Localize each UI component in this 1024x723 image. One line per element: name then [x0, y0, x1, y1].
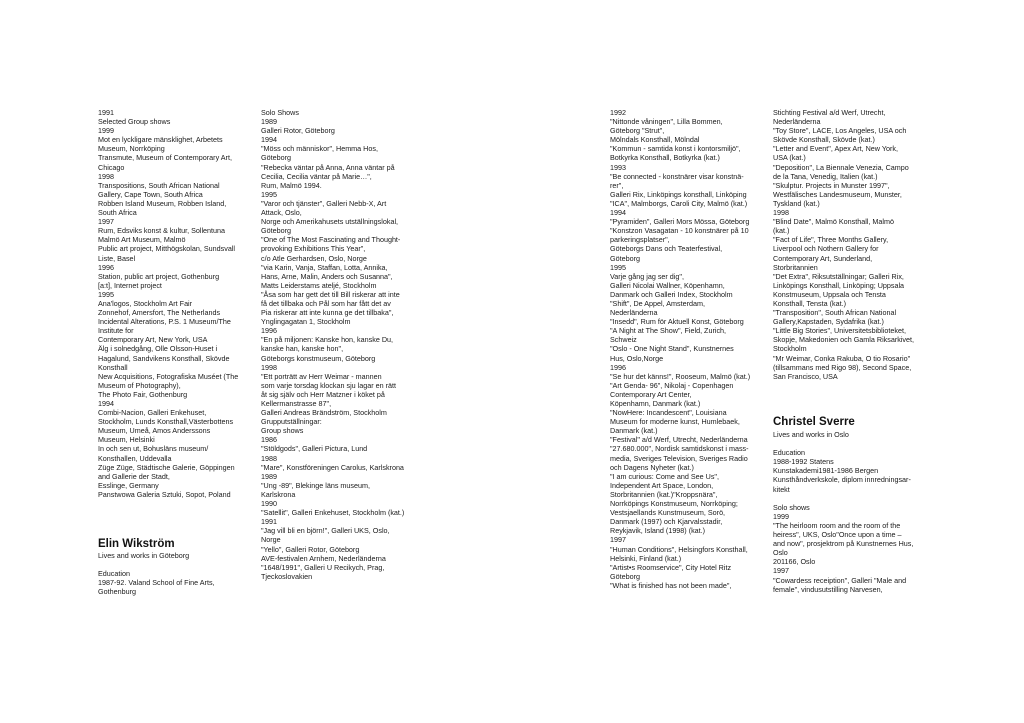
text-line: Norge och Amerikahusets utställningslokal,	[261, 217, 399, 227]
text-line: Transpositions, South African National	[98, 180, 220, 190]
text-line: Westfälisches Landesmuseum, Munster,	[773, 189, 902, 199]
column-1-exhibitions	[98, 108, 252, 499]
text-line: Nederländerna	[610, 308, 658, 318]
text-line: "Human Conditions", Helsingfors Konsthall,	[610, 544, 748, 554]
text-line: "Jag vill bli en björn!", Galleri UKS, Oslo,	[261, 526, 390, 536]
text-line: "Toy Store", LACE, Los Angeles, USA och	[773, 126, 907, 136]
text-line: Stockholm	[773, 344, 807, 354]
artist-name-elin-wikstrom: Elin Wikström	[98, 538, 175, 550]
text-line: "Blind Date", Malmö Konsthall, Malmö	[773, 217, 894, 227]
text-line: "NowHere: Incandescent", Louisiana	[610, 408, 727, 418]
text-line: som varje torsdag klockan sju lagar en rätt	[261, 380, 397, 390]
text-line: Tyskland (kat.)	[773, 198, 820, 208]
text-line: Pia riskerar att inte kunna ge det tillbaka",	[261, 308, 394, 318]
text-line: "Shift", De Appel, Amsterdam,	[610, 298, 705, 308]
text-line: "Kommun - samtida konst i kontorsmiljö",	[610, 144, 741, 154]
text-line: 1997	[773, 566, 789, 576]
text-line: Göteborg "Strut",	[610, 126, 665, 136]
text-line: få det tillbaka och Pål som har fått det av	[261, 298, 391, 308]
text-line: "Art Genda- 96", Nikolaj - Copenhagen	[610, 380, 734, 390]
text-line: 1996	[98, 262, 114, 272]
text-line: 1989	[261, 117, 277, 127]
text-line: 1998	[98, 171, 114, 181]
text-line: kitekt	[773, 484, 790, 494]
text-line: Göteborgs konstmuseum, Göteborg	[261, 353, 376, 363]
text-line: New Acquisitions, Fotografiska Muséet (The	[98, 371, 239, 381]
text-line: "Åsa som har gett det till Bill riskerar att inte	[261, 289, 400, 299]
text-line: Storbritannien (kat.)"Kroppsnära",	[610, 489, 718, 499]
text-line: och Dagens Nyheter (kat.)	[610, 462, 694, 472]
text-line: 1986	[261, 435, 277, 445]
text-line: The Photo Fair, Gothenburg	[98, 389, 188, 399]
text-line: AVE-festivalen Arnhem, Nederländerna	[261, 553, 386, 563]
text-line: 1998	[261, 362, 277, 372]
text-line: Museum, Norrköping	[98, 144, 165, 154]
text-line: Galleri Andreas Brändström, Stockholm	[261, 408, 387, 418]
text-line: rer",	[610, 180, 624, 190]
text-line: Education	[98, 569, 130, 579]
text-line: "Ung -89", Blekinge läns museum,	[261, 480, 370, 490]
text-line: 1994	[261, 135, 277, 145]
text-line: 1995	[98, 289, 114, 299]
text-line: "Skulptur. Projects in Munster 1997",	[773, 180, 890, 190]
text-line: Züge Züge, Städtische Galerie, Göppingen	[98, 462, 235, 472]
text-line: San Francisco, USA	[773, 371, 838, 381]
text-line: Esslinge, Germany	[98, 480, 159, 490]
text-line: åt sig själv och Herr Matzner i köket på	[261, 389, 385, 399]
text-line: 1998	[773, 208, 789, 218]
text-line: Köpenhamn, Danmark (kat.)	[610, 399, 701, 408]
text-line: Storbritannien	[773, 262, 818, 272]
text-line: "via Karin, Vanja, Staffan, Lotta, Annika,	[261, 262, 388, 272]
text-line: Tjeckoslovakien	[261, 571, 313, 581]
text-line: "Festival" a/d Werf, Utrecht, Nederländerna	[610, 435, 748, 445]
text-line: Älg i solnedgång, Olle Olsson-Huset i	[98, 344, 218, 354]
artist-1-details	[98, 551, 215, 596]
text-line: "Möss och människor", Hemma Hos,	[261, 144, 378, 154]
text-line: "Transposition", South African National	[773, 308, 897, 318]
text-line: "One of The Most Fascinating and Thought-	[261, 235, 401, 245]
text-line: Norge	[261, 535, 281, 545]
text-line: "Oslo - One Night Stand", Kunstnernes	[610, 344, 734, 354]
text-line: Panstwowa Galeria Sztuki, Sopot, Poland	[98, 489, 231, 499]
text-line: and now", prosjektrom på Kunstnernes Hus,	[773, 539, 914, 549]
text-line: Hus, Oslo,Norge	[610, 353, 664, 363]
text-line: Göteborgs Dans och Teaterfestival,	[610, 244, 723, 254]
text-line: Transmute, Museum of Contemporary Art,	[98, 153, 232, 163]
text-line: "Fact of Life", Three Months Gallery,	[773, 235, 889, 245]
text-line: Gothenburg	[98, 587, 136, 597]
text-line: 1987-92. Valand School of Fine Arts,	[98, 578, 215, 588]
text-line: "Pyramiden", Galleri Mors Mössa, Göteborg	[610, 217, 750, 227]
text-line: Stockholm, Lunds Konsthall,Västerbottens	[98, 417, 234, 427]
text-line: Station, public art project, Gothenburg	[98, 271, 220, 281]
text-line: c/o Atle Gerhardsen, Oslo, Norge	[261, 253, 367, 263]
text-line: 1991	[98, 108, 114, 117]
text-line: 1988	[261, 453, 277, 463]
text-line: Mölndals Konsthall, Mölndal	[610, 135, 700, 145]
text-line: [a:t], Internet project	[98, 280, 162, 290]
text-line: Galleri Rix, Linköpings konsthall, Linköping	[610, 189, 747, 199]
text-line: 1988-1992 Statens	[773, 457, 834, 467]
text-line: USA (kat.)	[773, 153, 806, 163]
text-line: "Nittonde våningen", Lilla Bommen,	[610, 117, 723, 127]
text-line: Danmark (kat.)	[610, 426, 658, 436]
text-line: "Be connected - konstnärer visar konstnä-	[610, 171, 744, 181]
text-line: "Satellit", Galleri Enkehuset, Stockholm (kat.)	[261, 508, 405, 518]
text-line: Hans, Arne, Malin, Anders och Susanna",	[261, 271, 393, 281]
text-line: Karlskrona	[261, 489, 296, 499]
text-line: Helsinki, Finland (kat.)	[610, 553, 682, 563]
text-line: Solo shows	[773, 502, 810, 512]
text-line: "1648/1991", Galleri U Recikych, Prag,	[261, 562, 385, 572]
text-line: (kat.)	[773, 226, 790, 236]
text-line: Selected Group shows	[98, 117, 171, 127]
text-line: Institute for	[98, 326, 134, 336]
text-line: de la Tana, Venedig, Italien (kat.)	[773, 171, 878, 181]
artist-2-details	[773, 430, 913, 594]
artist-name-christel-sverre: Christel Sverre	[773, 416, 855, 428]
text-line: 1996	[610, 362, 626, 372]
text-line: Cecilia, Cecilia väntar på Marie…",	[261, 171, 372, 181]
text-line: Gallery, Cape Town, South Africa	[98, 189, 203, 199]
text-line: Ynglingagatan 1, Stockholm	[261, 317, 351, 327]
text-line: Independent Art Space, London,	[610, 480, 714, 490]
text-line: Kunsthåndverkskole, diplom innredningsar-	[773, 475, 911, 485]
text-line: Museum of Photography),	[98, 380, 181, 390]
text-line: heiress", UKS, Oslo"Once upon a time –	[773, 530, 902, 540]
text-line: "Insedd", Rum för Aktuell Konst, Göteborg	[610, 317, 744, 327]
text-line: 1989	[261, 471, 277, 481]
text-line: media, Sveriges Television, Sveriges Radio	[610, 453, 748, 463]
text-line: (tillsammans med Rigo 98), Second Space,	[773, 362, 912, 372]
text-line: Danmark och Galleri Index, Stockholm	[610, 289, 733, 299]
text-line: "Konstzon Vasagatan - 10 konstnärer på 10	[610, 226, 749, 236]
text-line: Göteborg	[261, 226, 291, 236]
text-line: 1993	[610, 162, 626, 172]
text-line: Incidental Alterations, P.S. 1 Museum/The	[98, 317, 231, 327]
text-line: "A Night at The Show", Field, Zurich,	[610, 326, 727, 336]
text-line: 1996	[261, 326, 277, 336]
text-line: Lives and works in Göteborg	[98, 551, 190, 560]
text-line: "Yello", Galleri Rotor, Göteborg	[261, 544, 360, 554]
text-line: Attack, Oslo,	[261, 208, 302, 218]
text-line: Varje gång jag ser dig",	[610, 271, 684, 281]
column-3-exhibitions	[610, 108, 768, 590]
text-line: Contemporary Art, New York, USA	[98, 335, 208, 345]
text-line: Solo Shows	[261, 108, 299, 117]
text-line: Göteborg	[610, 571, 640, 581]
text-line: Nederländerna	[773, 117, 821, 127]
text-line: "Little Big Stories", Universitetsbiblioteket,	[773, 326, 906, 336]
text-line: 1994	[98, 399, 114, 408]
text-line: Hagalund, Sandvikens Konsthall, Skövde	[98, 353, 230, 363]
text-line: "Mare", Konstföreningen Carolus, Karlskrona	[261, 462, 404, 472]
text-line: "Rebecka väntar på Anna, Anna väntar på	[261, 162, 395, 172]
text-line: "Ett porträtt av Herr Weimar - mannen	[261, 371, 382, 381]
text-line: Chicago	[98, 162, 125, 172]
text-line: Galleri Nicolai Wallner, Köpenhamn,	[610, 280, 725, 290]
text-line	[773, 439, 913, 448]
text-line: Norrköpings Konstmuseum, Norrköping;	[610, 499, 738, 509]
text-line: 1995	[261, 189, 277, 199]
text-line: Vestsjaellands Kunstmuseum, Sorö,	[610, 508, 726, 518]
text-line: "Mr Weimar, Conka Rakuba, O tio Rosario"	[773, 353, 911, 363]
text-line: Galleri Rotor, Göteborg	[261, 126, 335, 136]
text-line	[773, 494, 913, 503]
text-line: Linköpings Konsthall, Linköping; Uppsala	[773, 280, 905, 290]
text-line: Reykjavik, Island (1998) (kat.)	[610, 526, 706, 536]
text-line: Grupputställningar:	[261, 417, 322, 427]
text-line: Malmö Art Museum, Malmö	[98, 235, 186, 245]
text-line	[98, 560, 215, 569]
text-line: 1997	[610, 535, 626, 545]
text-line: Liverpool och Nothern Gallery for	[773, 244, 879, 254]
text-line: 1999	[98, 126, 114, 136]
text-line: and Gallerie der Stadt,	[98, 471, 170, 481]
text-line: 1999	[773, 511, 789, 521]
text-line: Contemporary Art, Sunderland,	[773, 253, 873, 263]
text-line: Liste, Basel	[98, 253, 136, 263]
text-line: "Artist•s Roomservice", City Hotel Ritz	[610, 562, 732, 572]
text-line: Schweiz	[610, 335, 637, 345]
text-line: Konsthallen, Uddevalla	[98, 453, 172, 463]
text-line: "Letter and Event", Apex Art, New York,	[773, 144, 898, 154]
text-line: Konsthall	[98, 362, 128, 372]
text-line: "The heirloom room and the room of the	[773, 520, 901, 530]
text-line: "I am curious: Come and See Us",	[610, 471, 719, 481]
text-line: female", vindusutstilling Narvesen,	[773, 584, 883, 594]
column-4-exhibitions	[773, 108, 933, 381]
text-line: Göteborg	[610, 253, 640, 263]
column-2-exhibitions	[261, 108, 421, 581]
text-line: Robben Island Museum, Robben Island,	[98, 198, 227, 208]
text-line: "Varor och tjänster", Galleri Nebb-X, Art	[261, 198, 387, 208]
text-line: parkeringsplatser",	[610, 235, 670, 245]
text-line: Museum, Umeå, Amos Anderssons	[98, 426, 211, 436]
text-line: 1997	[98, 217, 114, 227]
text-line: Matts Leiderstams ateljé, Stockholm	[261, 280, 377, 290]
text-line: "Det Extra", Riksutställningar; Galleri Rix,	[773, 271, 904, 281]
text-line: 1994	[610, 208, 626, 218]
text-line: "ICA", Malmborgs, Caroli City, Malmö (kat.)	[610, 198, 748, 208]
text-line: "What is finished has not been made",	[610, 580, 732, 590]
text-line: provoking Exhibitions This Year",	[261, 244, 366, 254]
text-line: Gallery,Kapstaden, Sydafrika (kat.)	[773, 317, 884, 327]
text-line: "Stöldgods", Galleri Pictura, Lund	[261, 444, 368, 454]
text-line: "En på miljonen: Kanske hon, kanske Du,	[261, 335, 394, 345]
text-line: 201166, Oslo	[773, 557, 816, 567]
text-line: Combi-Nacion, Galleri Enkehuset,	[98, 408, 207, 418]
text-line: 1990	[261, 499, 277, 509]
text-line: "27.680.000", Nordisk samtidskonst i mass-	[610, 444, 749, 454]
text-line: Museum for moderne kunst, Humlebaek,	[610, 417, 740, 427]
text-line: 1991	[261, 517, 277, 527]
text-line: Public art project, Mitthögskolan, Sundsvall	[98, 244, 236, 254]
text-line: "Deposition", La Biennale Venezia, Campo	[773, 162, 909, 172]
text-line: South Africa	[98, 208, 137, 218]
text-line: Skövde Konsthall, Skövde (kat.)	[773, 135, 875, 145]
text-line: 1995	[610, 262, 626, 272]
text-line: Göteborg	[261, 153, 291, 163]
text-line: Kunstakademi1981-1986 Bergen	[773, 466, 879, 476]
text-line: Mot en lyckligare mänsklighet, Arbetets	[98, 135, 223, 145]
text-line: Lives and works in Oslo	[773, 430, 849, 439]
text-line: Konsthall, Tensta (kat.)	[773, 298, 846, 308]
text-line: Zonnehof, Amersfort, The Netherlands	[98, 308, 221, 318]
text-line: Stichting Festival a/d Werf, Utrecht,	[773, 108, 886, 117]
text-line: "Se hur det känns!", Rooseum, Malmö (kat.)	[610, 371, 751, 381]
text-line: Konstmuseum, Uppsala och Tensta	[773, 289, 886, 299]
text-line: 1992	[610, 108, 626, 117]
text-line: In och sen ut, Bohusläns museum/	[98, 444, 209, 454]
text-line: Group shows	[261, 426, 304, 436]
text-line: Rum, Malmö 1994.	[261, 180, 322, 190]
text-line: Skopje, Makedonien och Gamla Riksarkivet,	[773, 335, 915, 345]
text-line: Contemporary Art Center,	[610, 389, 692, 399]
text-line: "Cowardess receiption", Galleri "Male and	[773, 575, 907, 585]
text-line: Botkyrka Konsthall, Botkyrka (kat.)	[610, 153, 720, 163]
text-line: Ana'logos, Stockholm Art Fair	[98, 298, 193, 308]
text-line: Museum, Helsinki	[98, 435, 155, 445]
text-line: Danmark (1997) och Kjarvalsstadir,	[610, 517, 723, 527]
text-line: Rum, Edsviks konst & kultur, Sollentuna	[98, 226, 226, 236]
text-line: Kellermanstrasse 87",	[261, 399, 332, 408]
text-line: Education	[773, 448, 805, 458]
text-line: Oslo	[773, 548, 788, 558]
text-line: kanske han, kanske hon",	[261, 344, 344, 354]
